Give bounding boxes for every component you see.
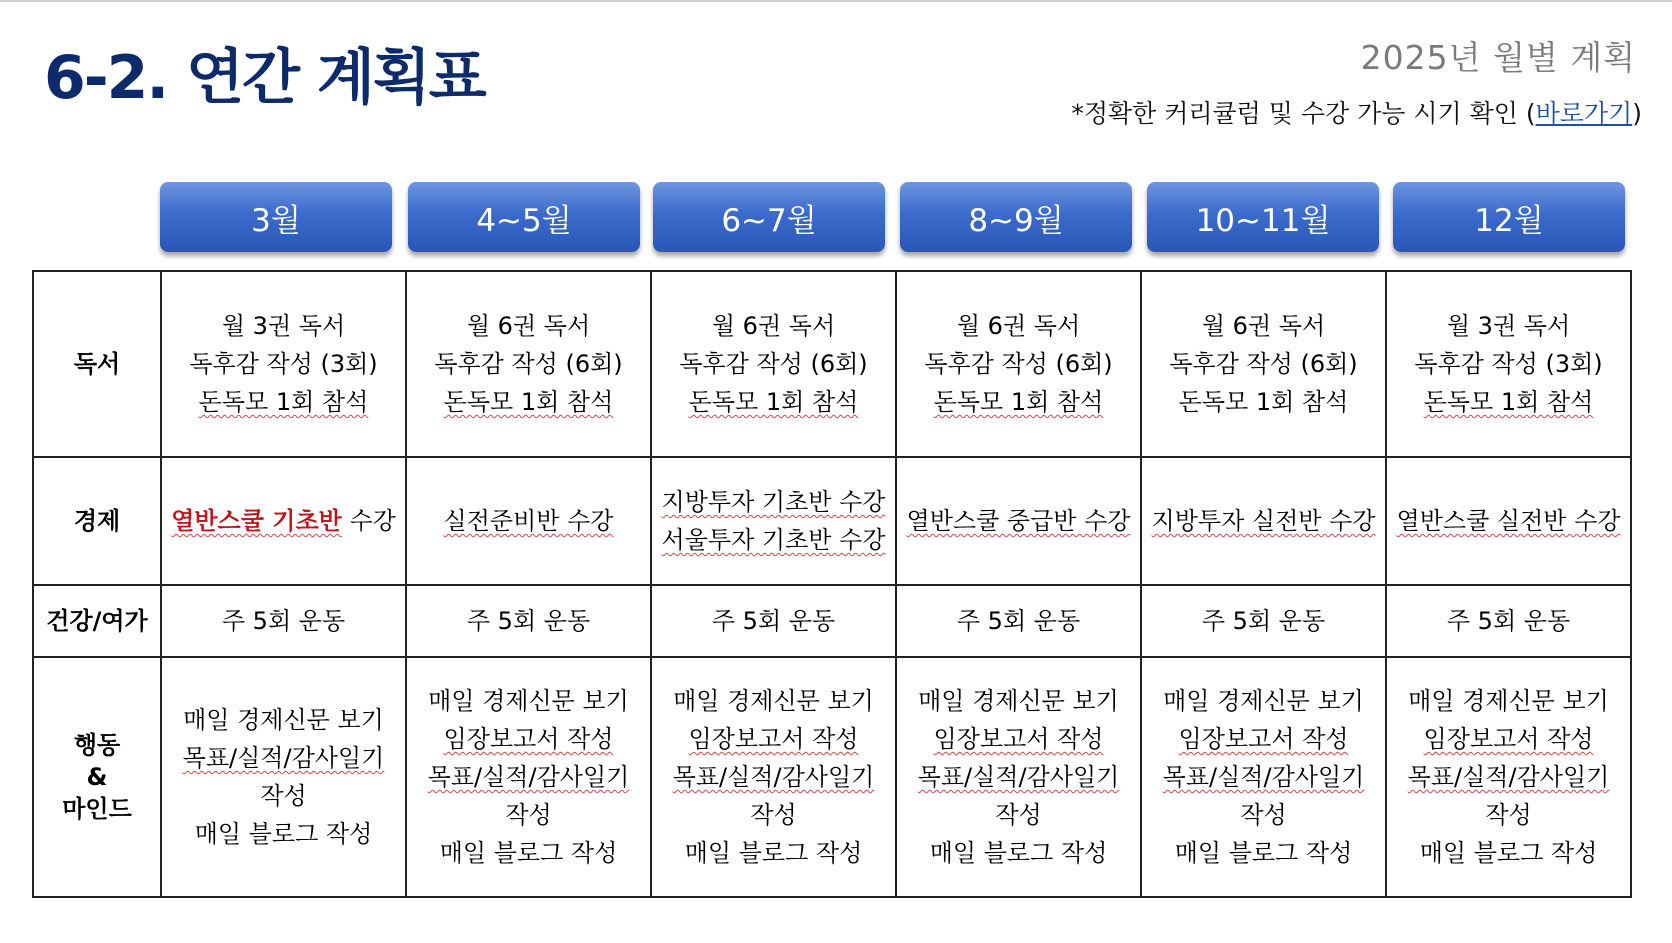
health-row <box>33 585 1631 657</box>
month-header: 8~9월 <box>900 182 1132 252</box>
month-header: 4~5월 <box>408 182 640 252</box>
row-label-health: 건강/여가 <box>33 585 161 657</box>
economy-cell: 열반스쿨 기초반 수강 <box>161 457 406 585</box>
month-header: 6~7월 <box>653 182 885 252</box>
economy-cell: 열반스쿨 실전반 수강 <box>1386 457 1631 585</box>
action-cell: 매일 경제신문 보기 목표/실적/감사일기 작성 매일 블로그 작성 <box>161 657 406 897</box>
health-cell: 주 5회 운동 <box>896 585 1141 657</box>
month-header: 3월 <box>160 182 392 252</box>
row-label-action: 행동 & 마인드 <box>33 657 161 897</box>
reading-cell: 월 6권 독서 독후감 작성 (6회) 돈독모 1회 참석 <box>406 271 651 457</box>
page-title: 6-2. 연간 계획표 <box>44 43 485 113</box>
shortcut-link[interactable]: 바로가기 <box>1535 99 1633 128</box>
economy-cell: 열반스쿨 중급반 수강 <box>896 457 1141 585</box>
reading-cell: 월 3권 독서 독후감 작성 (3회) 돈독모 1회 참석 <box>161 271 406 457</box>
action-cell: 매일 경제신문 보기 임장보고서 작성 목표/실적/감사일기 작성 매일 블로그 작성 <box>651 657 896 897</box>
row-label-reading: 독서 <box>33 271 161 457</box>
row-label-economy: 경제 <box>33 457 161 585</box>
economy-cell: 지방투자 실전반 수강 <box>1141 457 1386 585</box>
reading-cell: 월 6권 독서 독후감 작성 (6회) 돈독모 1회 참석 <box>896 271 1141 457</box>
reading-row <box>33 271 1631 457</box>
health-cell: 주 5회 운동 <box>406 585 651 657</box>
action-cell: 매일 경제신문 보기 임장보고서 작성 목표/실적/감사일기 작성 매일 블로그 작성 <box>1141 657 1386 897</box>
reading-cell: 월 3권 독서 독후감 작성 (3회) 돈독모 1회 참석 <box>1386 271 1631 457</box>
health-cell: 주 5회 운동 <box>161 585 406 657</box>
economy-row <box>33 457 1631 585</box>
health-cell: 주 5회 운동 <box>651 585 896 657</box>
health-cell: 주 5회 운동 <box>1386 585 1631 657</box>
note-suffix: ) <box>1632 99 1642 128</box>
action-row <box>33 657 1631 897</box>
curriculum-note <box>1071 94 1642 130</box>
month-header: 12월 <box>1393 182 1625 252</box>
action-cell: 매일 경제신문 보기 임장보고서 작성 목표/실적/감사일기 작성 매일 블로그 작성 <box>1386 657 1631 897</box>
page-subtitle: 2025년 월별 계획 <box>1360 38 1636 77</box>
action-cell: 매일 경제신문 보기 임장보고서 작성 목표/실적/감사일기 작성 매일 블로그 작성 <box>406 657 651 897</box>
annual-plan-table <box>32 270 1632 898</box>
month-header: 10~11월 <box>1147 182 1379 252</box>
economy-cell: 지방투자 기초반 수강 서울투자 기초반 수강 <box>651 457 896 585</box>
health-cell: 주 5회 운동 <box>1141 585 1386 657</box>
note-prefix: *정확한 커리큘럼 및 수강 가능 시기 확인 ( <box>1071 99 1536 128</box>
economy-cell: 실전준비반 수강 <box>406 457 651 585</box>
action-cell: 매일 경제신문 보기 임장보고서 작성 목표/실적/감사일기 작성 매일 블로그 작성 <box>896 657 1141 897</box>
reading-cell: 월 6권 독서 독후감 작성 (6회) 돈독모 1회 참석 <box>651 271 896 457</box>
reading-cell: 월 6권 독서 독후감 작성 (6회) 돈독모 1회 참석 <box>1141 271 1386 457</box>
